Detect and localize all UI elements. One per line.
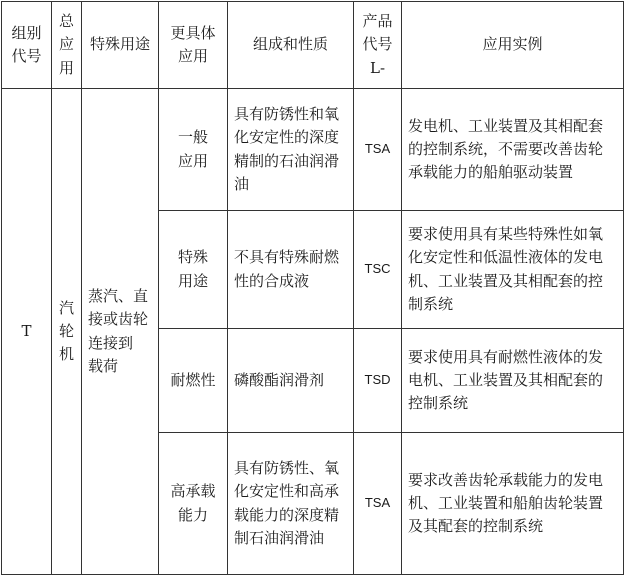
- composition-cell: 磷酸酯润滑剂: [228, 329, 354, 433]
- table-row: [2, 89, 624, 211]
- product-code-cell: TSC: [354, 211, 402, 329]
- composition-cell: 具有防锈性和氧化安定性的深度精制的石油润滑油: [228, 89, 354, 211]
- product-code-cell: TSA: [354, 89, 402, 211]
- product-code-cell: TSD: [354, 329, 402, 433]
- specific-use-cell: 特殊 用途: [159, 211, 228, 329]
- general-use-cell: 汽 轮 机: [52, 89, 82, 575]
- header-product-code: 产品 代号 L-: [354, 2, 402, 89]
- example-cell: 要求使用具有某些特殊性如氧化安定性和低温性液体的发电机、工业装置及其相配套的控制系统: [402, 211, 624, 329]
- composition-cell: 具有防锈性、氧化安定性和高承载能力的深度精制石油润滑油: [228, 433, 354, 575]
- header-examples: 应用实例: [402, 2, 624, 89]
- group-code-cell: T: [2, 89, 52, 575]
- header-composition: 组成和性质: [228, 2, 354, 89]
- specific-use-cell: 一般 应用: [159, 89, 228, 211]
- header-general-use: 总 应 用: [52, 2, 82, 89]
- specific-use-cell: 高承载 能力: [159, 433, 228, 575]
- specific-use-cell: 耐燃性: [159, 329, 228, 433]
- special-use-cell: 蒸汽、直 接或齿轮 连接到 载荷: [82, 89, 159, 575]
- product-code-cell: TSA: [354, 433, 402, 575]
- header-group-code: 组别 代号: [2, 2, 52, 89]
- header-specific-use: 更具体 应用: [159, 2, 228, 89]
- composition-cell: 不具有特殊耐燃性的合成液: [228, 211, 354, 329]
- header-row: [2, 2, 624, 89]
- example-cell: 发电机、工业装置及其相配套的控制系统，不需要改善齿轮承载能力的船舶驱动装置: [402, 89, 624, 211]
- example-cell: 要求改善齿轮承载能力的发电机、工业装置和船舶齿轮装置及其配套的控制系统: [402, 433, 624, 575]
- header-special-use: 特殊用途: [82, 2, 159, 89]
- lubricant-spec-table: [1, 1, 624, 575]
- example-cell: 要求使用具有耐燃性液体的发电机、工业装置及其相配套的控制系统: [402, 329, 624, 433]
